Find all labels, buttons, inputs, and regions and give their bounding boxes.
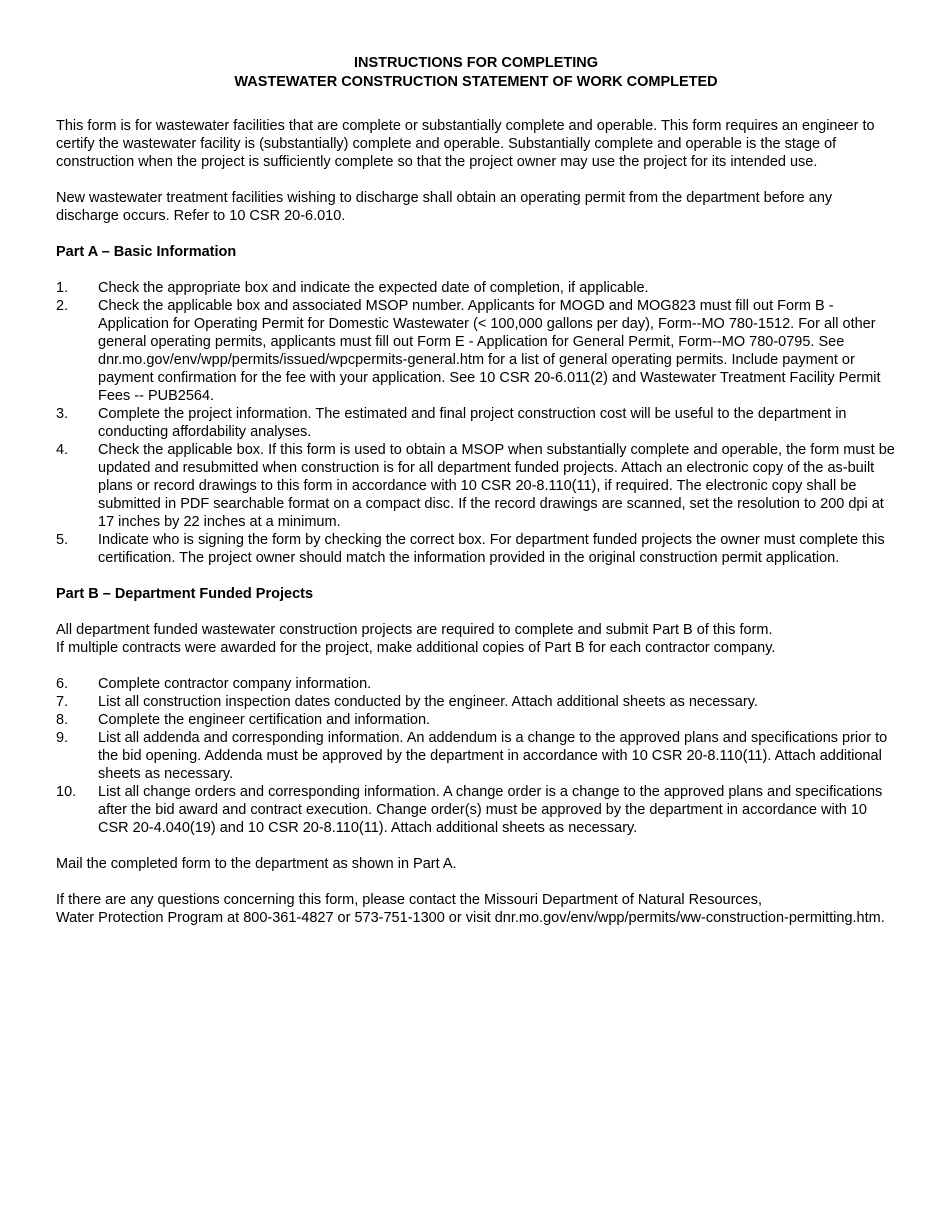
title-line-1: INSTRUCTIONS FOR COMPLETING: [353, 55, 599, 71]
list-item: [56, 297, 896, 405]
list-item: [56, 531, 896, 567]
mail-instructions: Mail the completed form to the department as shown in Part A.: [56, 856, 457, 872]
contact-line-1: If there are any questions concerning this form, please contact the Missouri Department of Natural Resources,: [56, 892, 763, 908]
item-number: 2.: [56, 298, 69, 314]
part-b-intro-line-2: If multiple contracts were awarded for the project, make additional copies of Part B for each contractor company.: [56, 640, 776, 656]
item-text: Check the applicable box. If this form is used to obtain a MSOP when substantially complete and operable, the form must be updated and resubmitted when construction is for all department funded projects. Attach an electronic copy of the as-built plans or record drawings to this form in accordance with 10 CSR 20-8.110(11), if required. The electronic copy shall be submitted in PDF searchable format on a compact disc. If the record drawings are scanned, set the resolution to 200 dpi at 17 inches by 22 inches at a minimum.: [98, 442, 895, 530]
item-text: Complete contractor company information.: [98, 676, 372, 692]
item-text: Indicate who is signing the form by checking the correct box. For department funded projects the owner must complete this certification. The project owner should match the information provided in the original construction permit application.: [98, 532, 885, 566]
item-text: Complete the engineer certification and information.: [98, 712, 431, 728]
list-item: [56, 693, 896, 711]
item-text: Check the applicable box and associated MSOP number. Applicants for MOGD and MOG823 must fill out Form B - Application for Operating Permit for Domestic Wastewater (< 100,000 gallons per day), Form--MO 780-1512. For all other general operating permits, applicants must fill out Form E - Application for General Permit, Form--MO 780-0795. See dnr.mo.gov/env/wpp/permits/issued/wpcpermits-general.htm for a list of general operating permits. Include payment or payment confirmation for the fee with your application. See 10 CSR 20-6.011(2) and Wastewater Treatment Facility Permit Fees -- PUB2564.: [98, 298, 881, 404]
part-a-heading: Part A – Basic Information: [56, 244, 237, 260]
item-number: 1.: [56, 280, 69, 296]
part-b-heading: Part B – Department Funded Projects: [56, 586, 314, 602]
item-text: List all construction inspection dates conducted by the engineer. Attach additional sheets as necessary.: [98, 694, 758, 710]
part-b-intro-line-1: All department funded wastewater construction projects are required to complete and submit Part B of this form.: [56, 622, 773, 638]
item-number: 7.: [56, 694, 69, 710]
item-number: 5.: [56, 532, 69, 548]
item-text: Complete the project information. The estimated and final project construction cost will be useful to the department in conducting affordability analyses.: [98, 406, 847, 440]
item-number: 8.: [56, 712, 69, 728]
document-title: [56, 54, 896, 92]
item-text: Check the appropriate box and indicate the expected date of completion, if applicable.: [98, 280, 649, 296]
list-item: [56, 675, 896, 693]
intro-paragraph-2: New wastewater treatment facilities wishing to discharge shall obtain an operating permit from the department before any discharge occurs. Refer to 10 CSR 20-6.010.: [56, 190, 833, 224]
item-number: 3.: [56, 406, 69, 422]
contact-line-2: Water Protection Program at 800-361-4827 or 573-751-1300 or visit dnr.mo.gov/env/wpp/permits/ww-construction-permitting.htm.: [56, 910, 885, 926]
list-item: [56, 405, 896, 441]
part-a-list: [56, 279, 896, 567]
list-item: [56, 279, 896, 297]
item-number: 4.: [56, 442, 69, 458]
contact-information: [56, 891, 896, 927]
item-text: List all change orders and corresponding information. A change order is a change to the approved plans and specifications after the bid award and contract execution. Change order(s) must be approved by the department in accordance with 10 CSR 20-4.040(19) and 10 CSR 20-8.110(11). Attach additional sheets as necessary.: [98, 784, 883, 836]
item-number: 10.: [56, 784, 77, 800]
list-item: [56, 711, 896, 729]
list-item: [56, 729, 896, 783]
title-line-2: WASTEWATER CONSTRUCTION STATEMENT OF WORK COMPLETED: [234, 74, 718, 90]
part-b-list: [56, 675, 896, 837]
item-number: 9.: [56, 730, 69, 746]
item-number: 6.: [56, 676, 69, 692]
list-item: [56, 783, 896, 837]
part-b-intro: [56, 621, 896, 657]
list-item: [56, 441, 896, 531]
instructions-page: [56, 54, 896, 945]
item-text: List all addenda and corresponding information. An addendum is a change to the approved plans and specifications prior to the bid opening. Addenda must be approved by the department in accordance with 10 CSR 20-8.110(11). Attach additional sheets as necessary.: [98, 730, 888, 782]
intro-paragraph-1: This form is for wastewater facilities that are complete or substantially complete and operable. This form requires an engineer to certify the wastewater facility is (substantially) complete and operable. Substantially complete and operable is the stage of construction when the project is sufficiently complete so that the project owner may use the project for its intended use.: [56, 118, 875, 170]
